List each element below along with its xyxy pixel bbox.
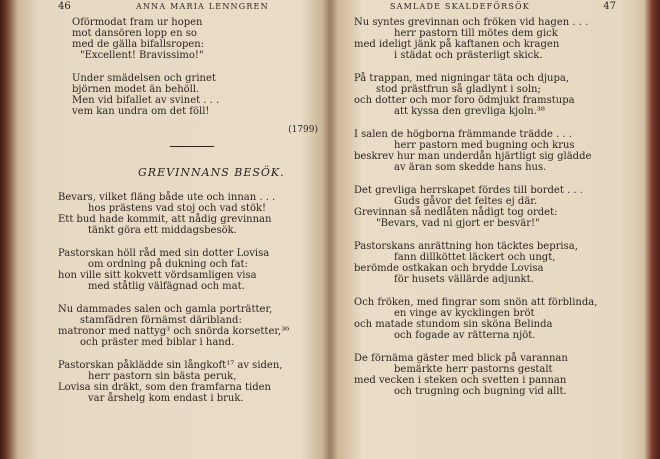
stanza	[58, 248, 318, 292]
verse-line: Bevars, vilket fläng både ute och innan . . .	[58, 192, 276, 203]
verse-line: "Bevars, vad ni gjort er besvär!"	[376, 218, 540, 229]
stanza	[354, 297, 616, 341]
verse-line: beskrev hur man underdån hjärtligt sig glädde	[354, 151, 592, 162]
verse-line: i städat och prästerligt skick.	[394, 50, 543, 61]
verse-line: om ordning på dukning och fat:	[88, 259, 248, 270]
verse-line: hos prästens vad stoj och vad stök!	[88, 203, 267, 214]
verse-line: och dotter och mor foro ödmjukt framstupa	[354, 95, 575, 106]
verse-line: och präster med biblar i hand.	[80, 337, 235, 348]
stanza	[58, 304, 318, 348]
verse-line: De förnäma gäster med blick på varannan	[354, 353, 568, 364]
stanza	[354, 185, 616, 229]
verse-line: Och fröken, med fingrar som snön att förblinda,	[354, 297, 598, 308]
verse-line: Ett bud hade kommit, att nådig grevinnan	[58, 214, 272, 225]
verse-line: björnen modet än behöll.	[72, 84, 200, 95]
stanza	[58, 17, 318, 61]
verse-line: Pastorskan påklädde sin långkoft¹⁷ av siden,	[58, 360, 283, 371]
page-number: 46	[58, 1, 71, 12]
right-page	[354, 0, 616, 459]
verse-line: var årshelg kom endast i bruk.	[88, 393, 244, 404]
verse-line: "Excellent! Bravissimo!"	[80, 50, 204, 61]
verse-line: Nu dammades salen och gamla porträtter,	[58, 304, 273, 315]
verse-line: av äran som skedde hans hus.	[394, 162, 547, 173]
verse-line: Nu syntes grevinnan och fröken vid hagen . . .	[354, 17, 589, 28]
verse-line: och trugning och bugning vid allt.	[394, 386, 567, 397]
verse-line: Guds gåvor det feltes ej där.	[394, 196, 538, 207]
stanza	[354, 129, 616, 173]
verse-line: tänkt göra ett middagsbesök.	[88, 225, 237, 236]
verse-line: Under smädelsen och grinet	[72, 73, 216, 84]
verse-line: I salen de högborna främmande trädde . . .	[354, 129, 572, 140]
verse-line: Det grevliga herrskapet fördes till bordet . . .	[354, 185, 583, 196]
stanza	[354, 353, 616, 397]
verse-line: med ståtlig välfägnad och mat.	[88, 281, 245, 292]
verse-line: vem kan undra om det föll!	[72, 106, 210, 117]
running-head: ANNA MARIA LENNGREN	[136, 2, 269, 11]
verse-line: Men vid bifallet av svinet . . .	[72, 95, 220, 106]
verse-line: bemärkte herr pastorns gestalt	[394, 364, 553, 375]
poem-excerpt	[58, 17, 318, 416]
verse-line: Lovisa sin dräkt, som den framfarna tiden	[58, 382, 271, 393]
verse-line: stod prästfrun så gladlynt i soln;	[376, 84, 541, 95]
poem-year: (1799)	[288, 125, 318, 135]
stanza	[354, 73, 616, 117]
verse-line: fann dillköttet läckert och ungt,	[394, 252, 556, 263]
stanza	[58, 73, 318, 117]
verse-line: Grevinnan så nedlåten nådigt tog ordet:	[354, 207, 558, 218]
verse-line: med ideligt jänk på kaftanen och kragen	[354, 39, 560, 50]
poem-continuation	[354, 17, 616, 409]
verse-line: berömde ostkakan och brydde Lovisa	[354, 263, 544, 274]
verse-line: På trappan, med nigningar täta och djupa,	[354, 73, 570, 84]
running-head: SAMLADE SKALDEFÖRSÖK	[390, 2, 530, 11]
stanza	[58, 192, 318, 236]
verse-line: med de gälla bifallsropen:	[72, 39, 205, 50]
verse-line: Pastorskan höll råd med sin dotter Lovisa	[58, 248, 270, 259]
verse-line: mot dansören lopp en so	[72, 28, 197, 39]
page-number: 47	[603, 1, 616, 12]
stanza	[354, 17, 616, 61]
divider-rule	[170, 146, 214, 147]
verse-line: herr pastorn med bugning och krus	[394, 140, 575, 151]
verse-line: att kyssa den grevliga kjoln.³⁸	[394, 106, 545, 117]
left-page	[58, 0, 318, 459]
verse-line: stamfädren förnämst däribland:	[80, 315, 242, 326]
verse-line: för husets vällärde adjunkt.	[394, 274, 534, 285]
stanza	[58, 360, 318, 404]
verse-line: Oförmodat fram ur hopen	[72, 17, 203, 28]
verse-line: matronor med nattyg³ och snörda korsetter,³⁶	[58, 326, 290, 337]
verse-line: Pastorskans anrättning hon täcktes beprisa,	[354, 241, 578, 252]
verse-line: och fogade av rätterna njöt.	[394, 330, 536, 341]
verse-line: och matade stundom sin sköna Belinda	[354, 319, 553, 330]
stanza	[354, 241, 616, 285]
verse-line: hon ville sitt kokvett vördsamligen visa	[58, 270, 257, 281]
verse-line: en vinge av kycklingen bröt	[394, 308, 535, 319]
poem-title: GREVINNANS BESÖK.	[138, 166, 285, 179]
verse-line: herr pastorn sin bästa peruk,	[88, 371, 237, 382]
verse-line: herr pastorn till mötes dem gick	[394, 28, 558, 39]
verse-line: med vecken i steken och svetten i pannan	[354, 375, 567, 386]
